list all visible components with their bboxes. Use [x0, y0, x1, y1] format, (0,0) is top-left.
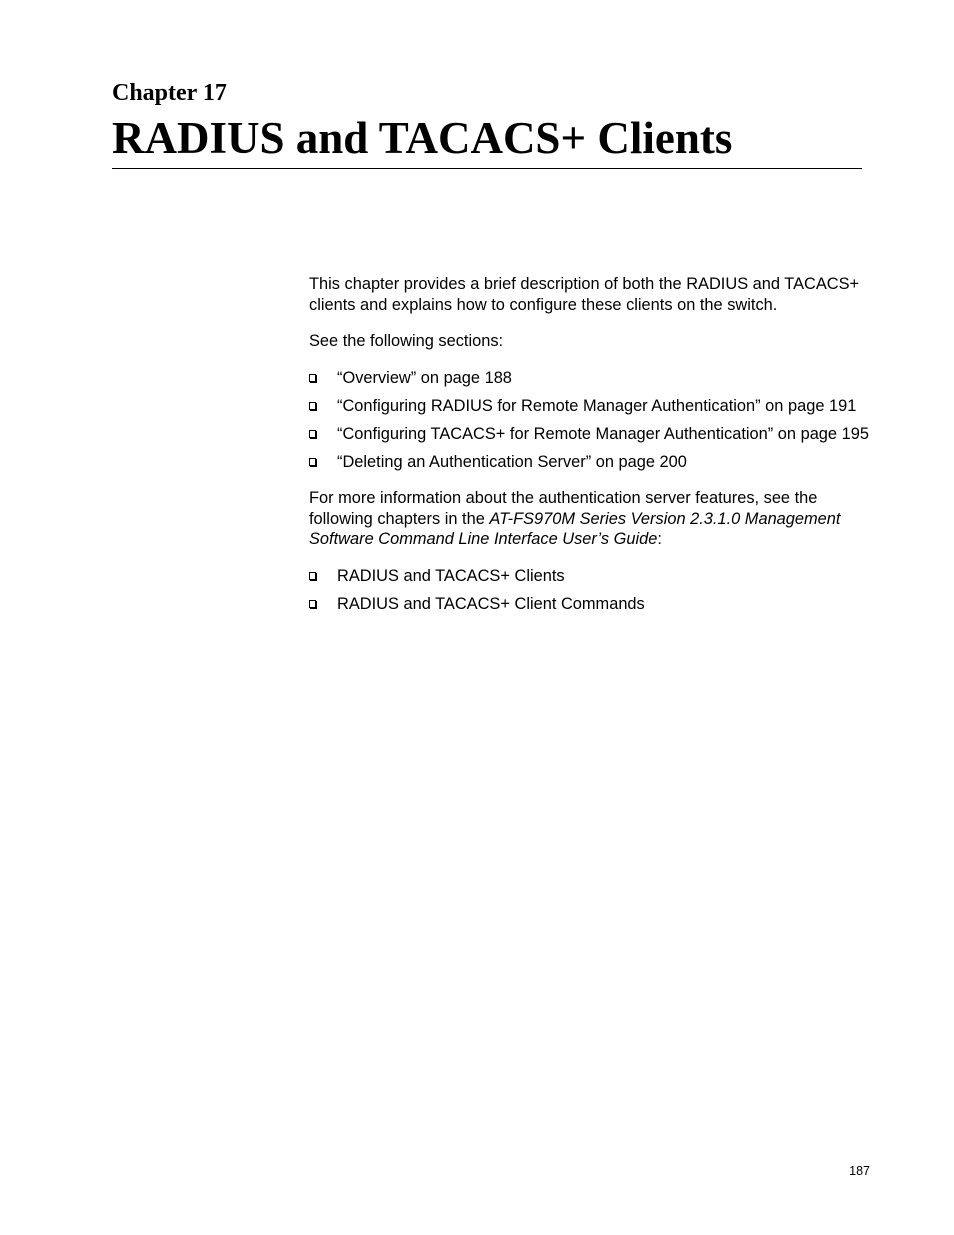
section-list	[309, 368, 874, 473]
section-list-item	[309, 452, 874, 473]
intro-paragraph: This chapter provides a brief description of both the RADIUS and TACACS+ clients and explains how to configure these clients on the switch.	[309, 275, 860, 314]
section-link-overview[interactable]: “Overview” on page 188	[337, 368, 512, 387]
guide-chapter-label: RADIUS and TACACS+ Clients	[337, 566, 565, 585]
checkbox-bullet-icon	[309, 600, 316, 608]
checkbox-bullet-icon	[309, 374, 316, 382]
more-info-text: For more information about the authentication server features, see the following chapters in the	[309, 489, 818, 528]
guide-chapter-list	[309, 566, 874, 615]
section-list-item	[309, 424, 874, 445]
section-link-configuring-radius[interactable]: “Configuring RADIUS for Remote Manager Authentication” on page 191	[337, 396, 857, 415]
page-number: 187	[849, 1164, 870, 1178]
section-link-configuring-tacacs[interactable]: “Configuring TACACS+ for Remote Manager Authentication” on page 195	[337, 424, 869, 443]
sections-lead: See the following sections:	[309, 332, 504, 350]
section-link-deleting-server[interactable]: “Deleting an Authentication Server” on page 200	[337, 452, 687, 471]
title-divider	[112, 168, 862, 169]
guide-chapter-label: RADIUS and TACACS+ Client Commands	[337, 594, 645, 613]
guide-title: AT-FS970M Series Version 2.3.1.0 Management Software Command Line Interface User’s Guide	[309, 509, 841, 548]
section-list-item	[309, 368, 874, 389]
section-list-item	[309, 396, 874, 417]
guide-chapter-item	[309, 566, 874, 587]
chapter-intro-content	[309, 274, 874, 630]
checkbox-bullet-icon	[309, 430, 316, 438]
checkbox-bullet-icon	[309, 458, 316, 466]
chapter-title: RADIUS and TACACS+ Clients	[112, 113, 733, 163]
more-info-paragraph	[309, 488, 874, 550]
guide-chapter-item	[309, 594, 874, 615]
checkbox-bullet-icon	[309, 402, 316, 410]
more-info-punctuation: :	[657, 530, 662, 548]
checkbox-bullet-icon	[309, 572, 316, 580]
chapter-label: Chapter 17	[112, 80, 227, 106]
